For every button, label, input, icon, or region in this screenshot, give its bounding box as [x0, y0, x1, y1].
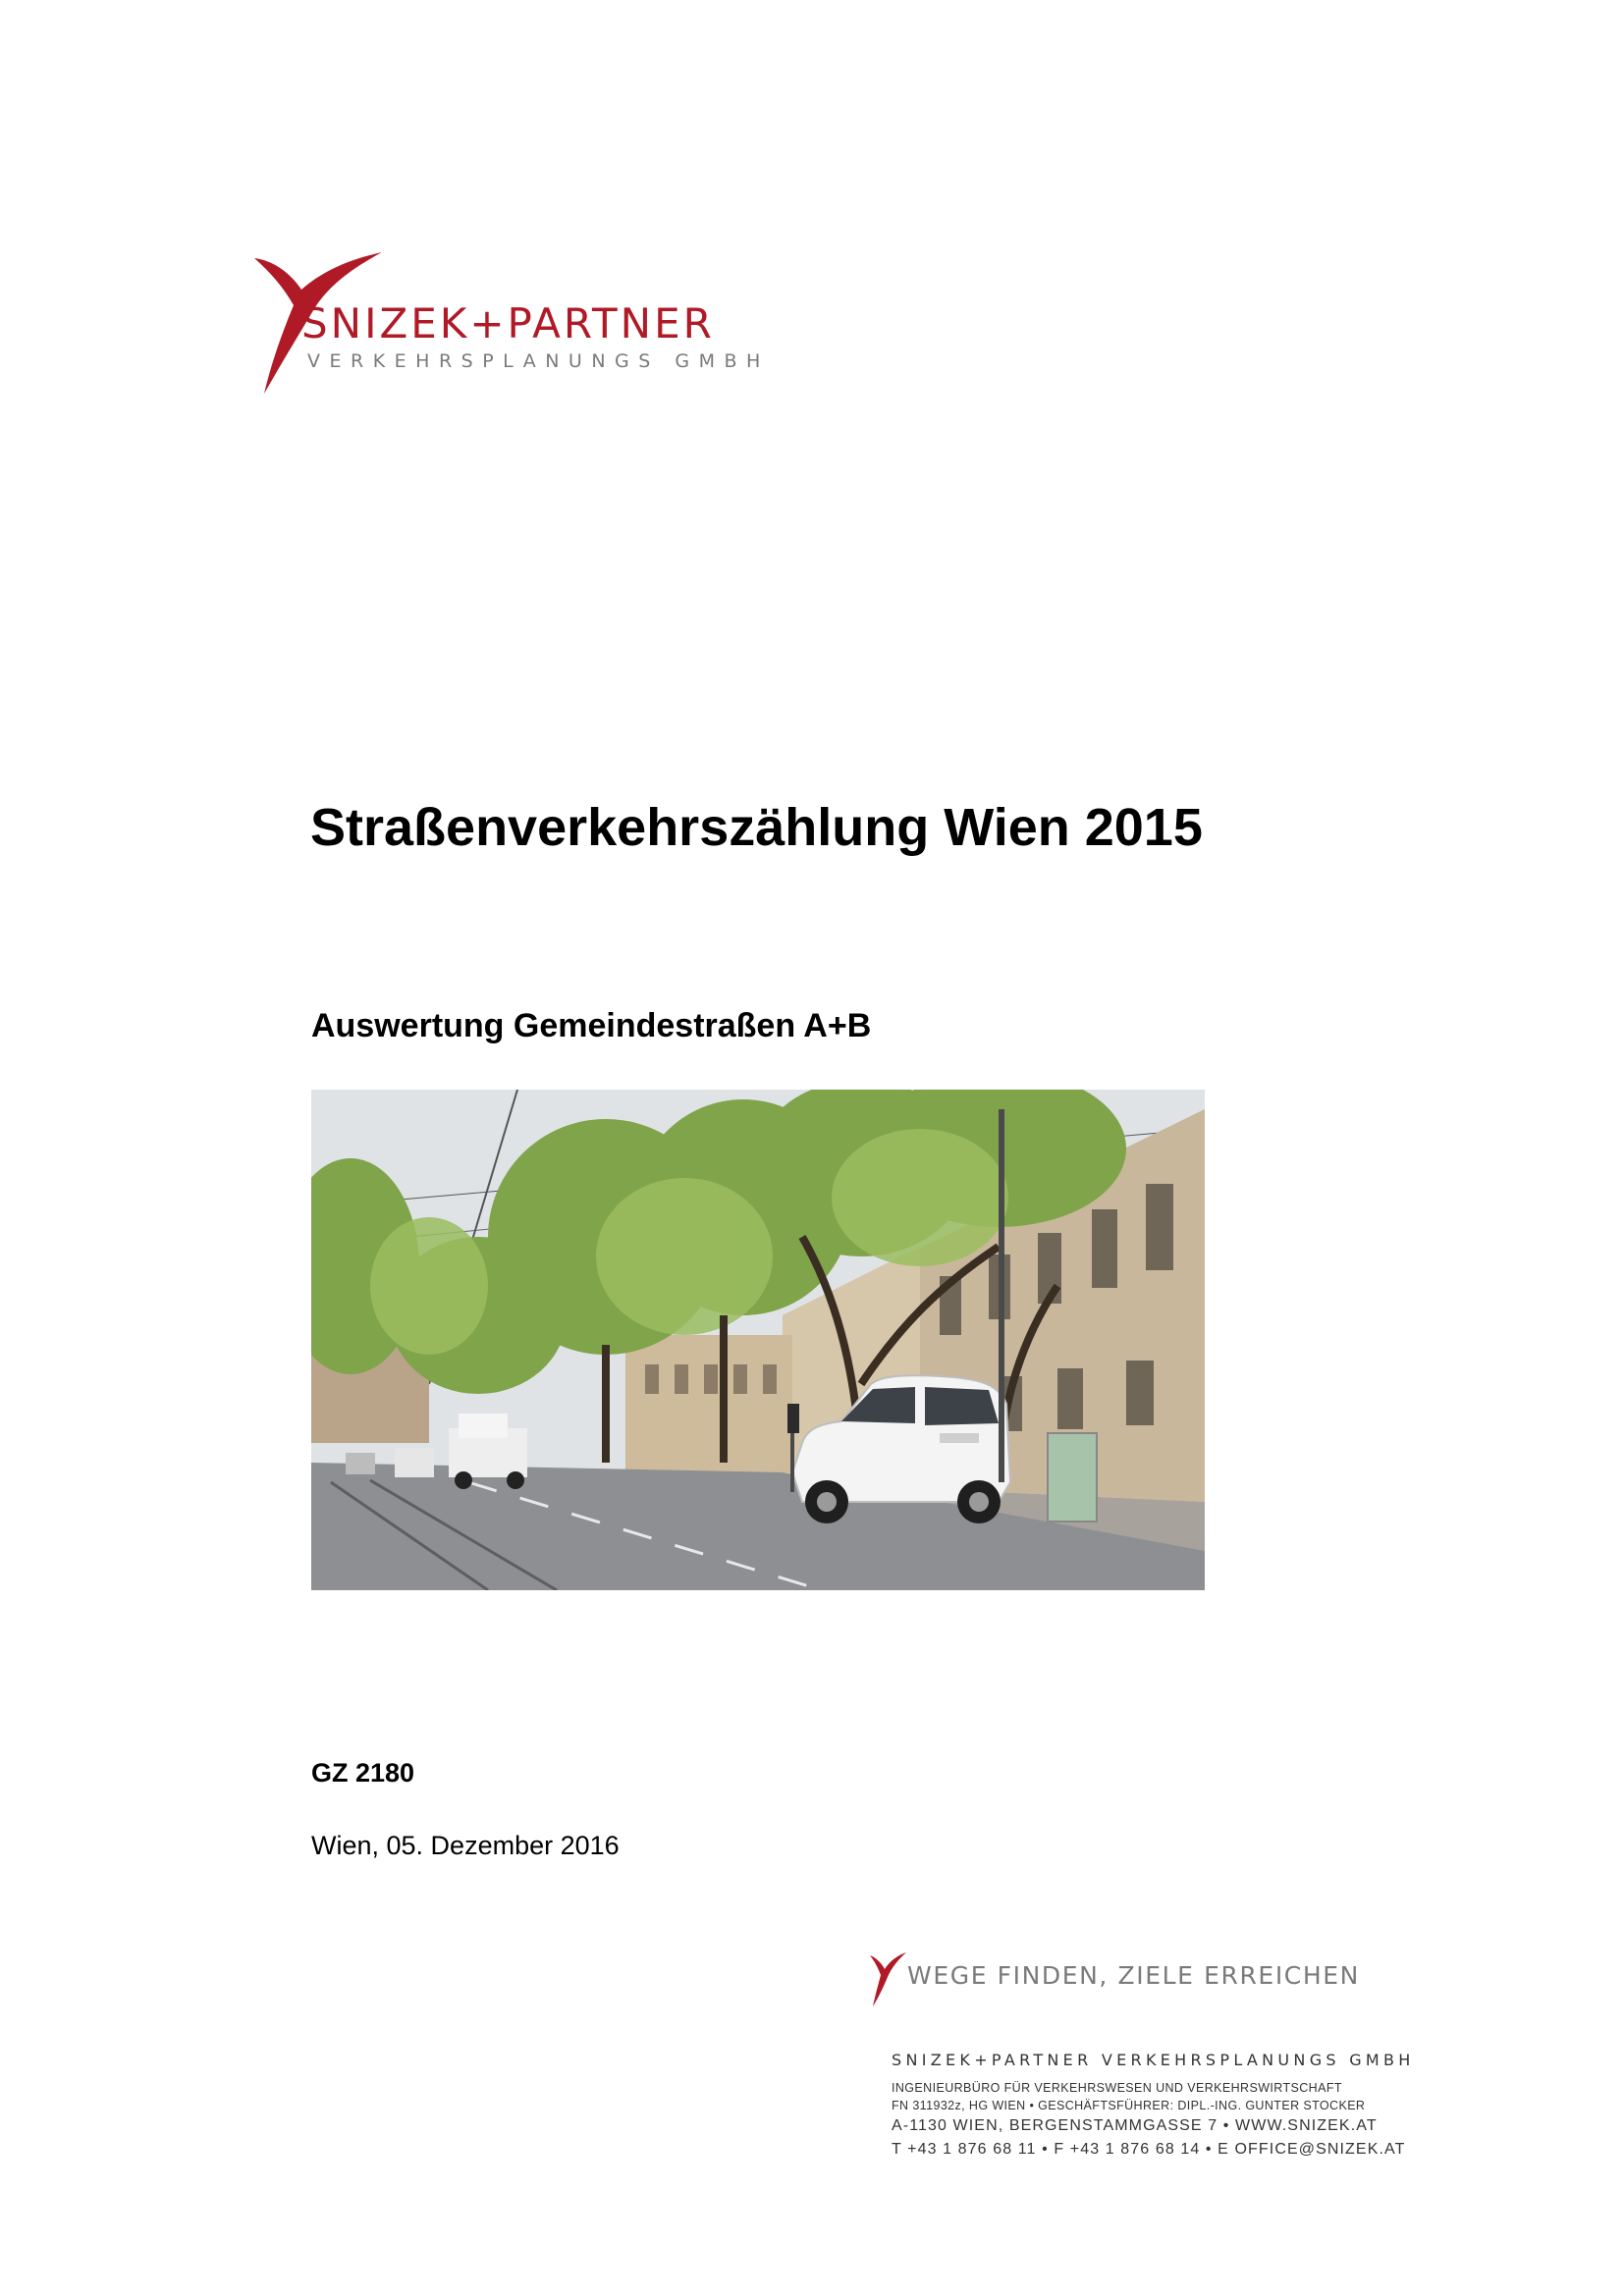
reference-number: GZ 2180: [311, 1758, 415, 1788]
footer-line-address: A-1130 WIEN, BERGENSTAMMGASSE 7 • WWW.SNIZEK.AT: [892, 2117, 1378, 2134]
footer-line-registration: FN 311932z, HG WIEN • GESCHÄFTSFÜHRER: DIPL.-ING. GUNTER STOCKER: [892, 2099, 1366, 2112]
company-logo: [250, 250, 839, 398]
company-address: [892, 2051, 1441, 2162]
street-photo: [311, 1090, 1205, 1590]
document-subtitle: Auswertung Gemeindestraßen A+B: [311, 1007, 872, 1044]
logo-name: SNIZEK+PARTNER: [301, 299, 715, 347]
logo-subtitle: VERKEHRSPLANUNGS GMBH: [307, 350, 770, 372]
footer-line-contact: T +43 1 876 68 11 • F +43 1 876 68 14 • E OFFICE@SNIZEK.AT: [892, 2141, 1406, 2158]
footer-company-name: SNIZEK+PARTNER VERKEHRSPLANUNGS GMBH: [892, 2051, 1415, 2069]
document-title: Straßenverkehrszählung Wien 2015: [310, 798, 1203, 857]
footer-slogan: [868, 1951, 1447, 2010]
slogan-text: WEGE FINDEN, ZIELE ERREICHEN: [907, 1961, 1360, 1990]
street-photo-illustration: [311, 1090, 1205, 1590]
slogan-swoosh-icon: [868, 1951, 907, 2008]
document-date: Wien, 05. Dezember 2016: [311, 1831, 620, 1860]
footer-line-business: INGENIEURBÜRO FÜR VERKEHRSWESEN UND VERKEHRSWIRTSCHAFT: [892, 2081, 1342, 2095]
